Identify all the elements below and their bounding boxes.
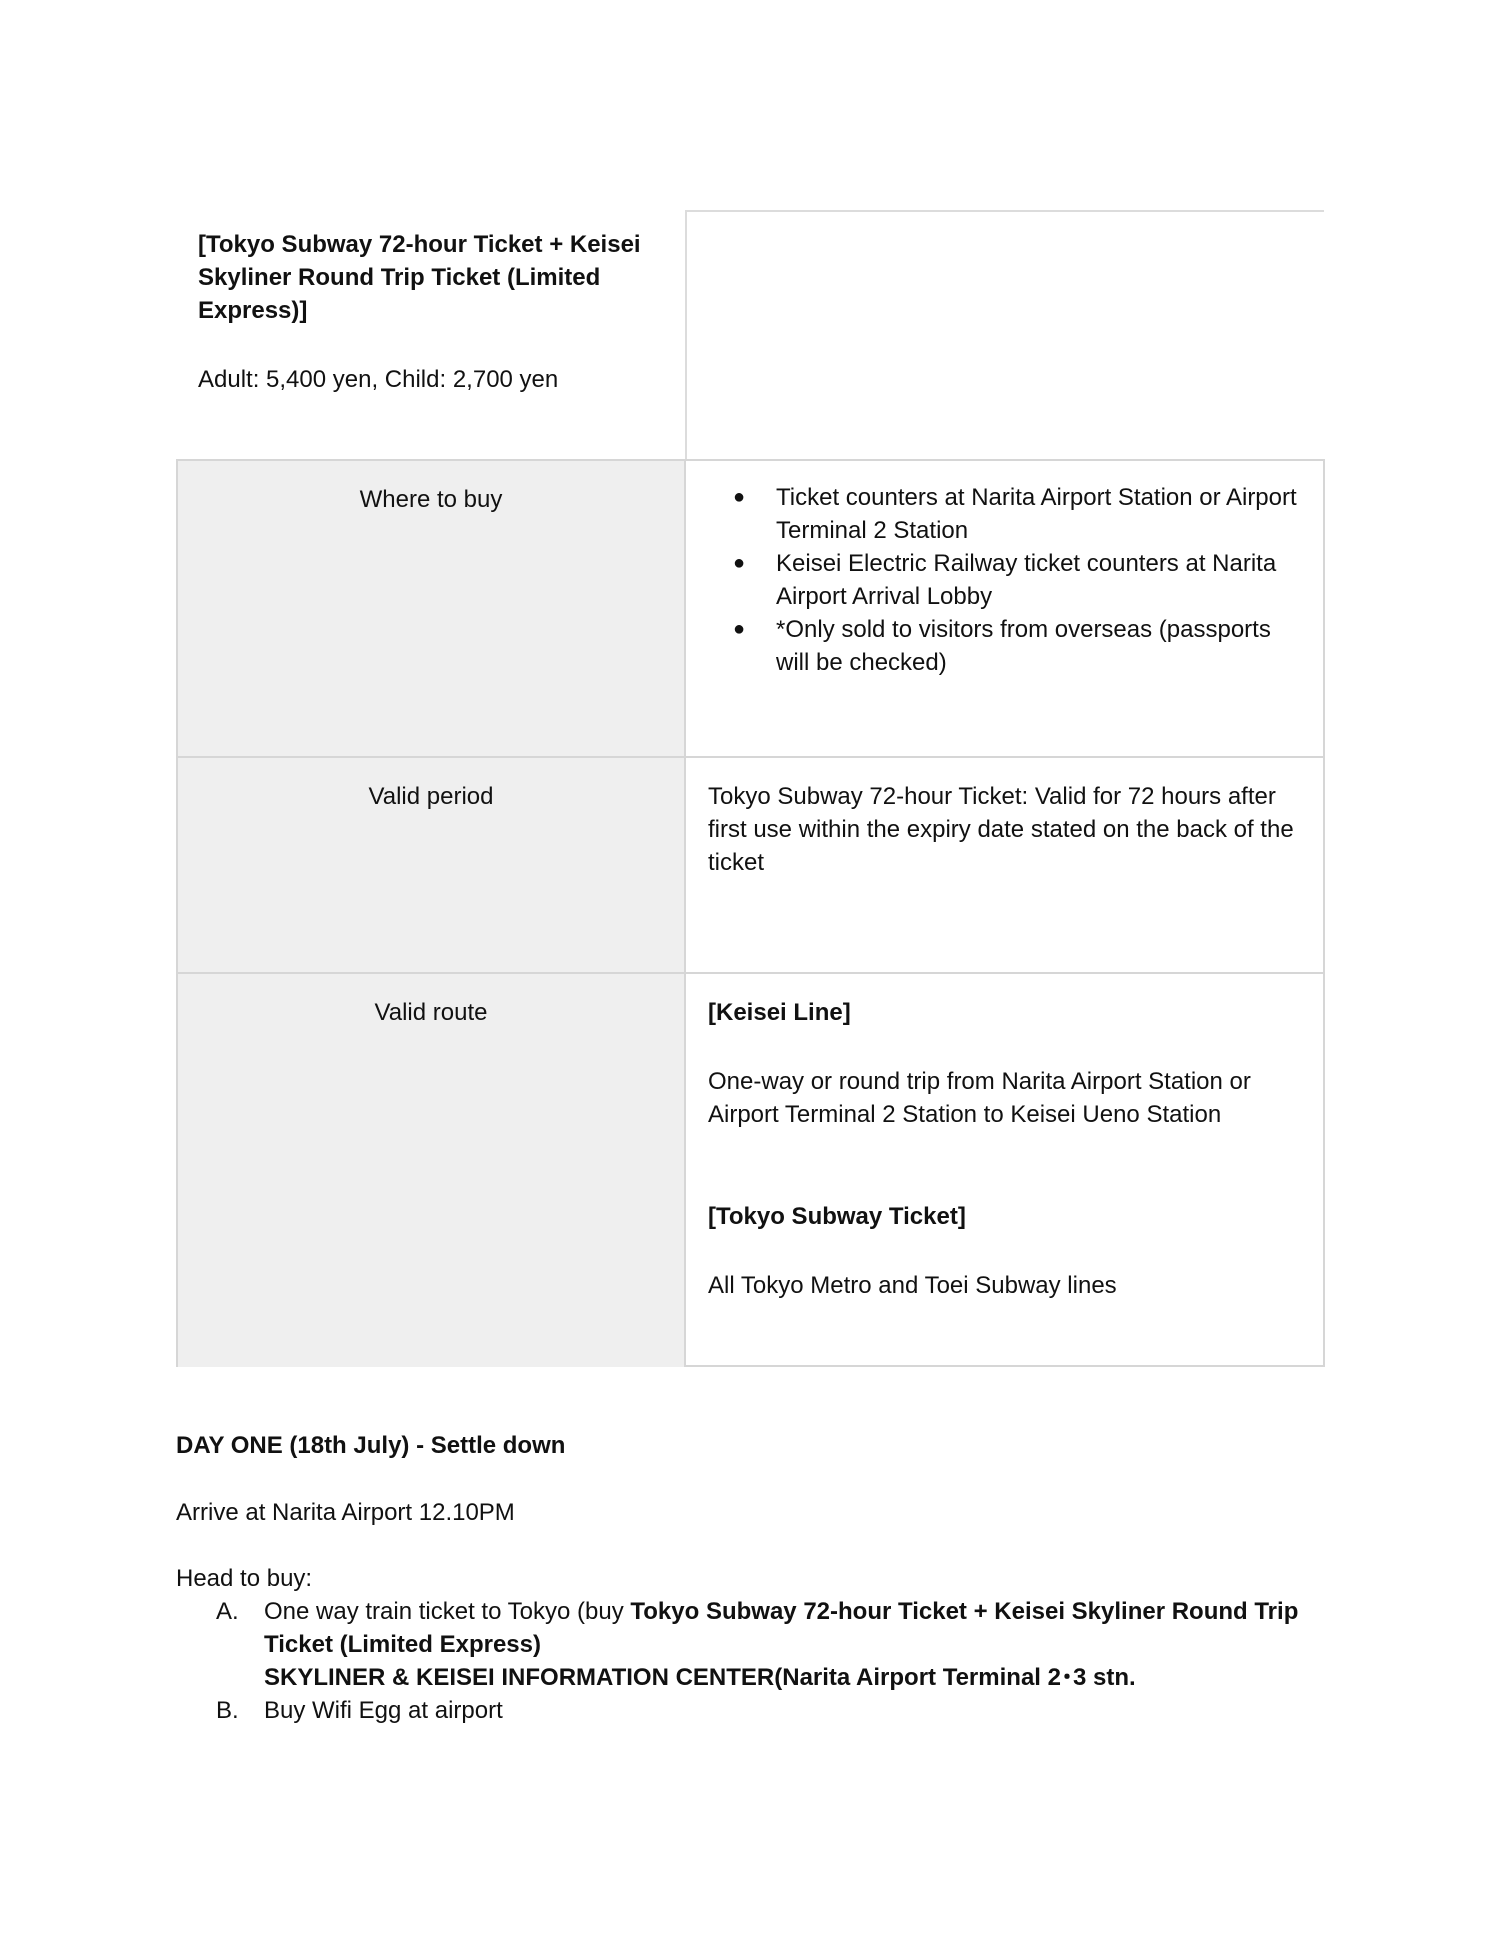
ticket-name-bold: Tokyo Subway 72-hour Ticket + Keisei Skyliner Round Trip Ticket (Limited Express) bbox=[264, 1598, 1299, 1658]
where-to-buy-value bbox=[688, 461, 1323, 756]
head-to-buy-text: Head to buy: bbox=[176, 1565, 313, 1592]
list-item: B. Buy Wifi Egg at airport bbox=[216, 1694, 1326, 1727]
ticket-price: Adult: 5,400 yen, Child: 2,700 yen bbox=[198, 366, 559, 393]
subway-ticket-text: All Tokyo Metro and Toei Subway lines bbox=[708, 1272, 1117, 1299]
arrival-text: Arrive at Narita Airport 12.10PM bbox=[176, 1499, 515, 1526]
list-item: ● Keisei Electric Railway ticket counters at Narita Airport Arrival Lobby bbox=[776, 547, 1303, 613]
bullet-icon: ● bbox=[733, 552, 746, 574]
keisei-line-text: One-way or round trip from Narita Airport Station or Airport Terminal 2 Station to Keisei Ueno Station bbox=[708, 1068, 1251, 1128]
where-to-buy-list bbox=[708, 481, 1303, 679]
ticket-info-table bbox=[176, 459, 1325, 1367]
list-item: ● Ticket counters at Narita Airport Station or Airport Terminal 2 Station bbox=[776, 481, 1303, 547]
keisei-line-heading: [Keisei Line] bbox=[708, 999, 851, 1026]
ticket-header-cell bbox=[176, 210, 686, 460]
list-item: ● *Only sold to visitors from overseas (passports will be checked) bbox=[776, 613, 1303, 679]
valid-route-label: Valid route bbox=[178, 974, 686, 1367]
day-one-section bbox=[176, 1429, 1326, 1727]
valid-period-value: Tokyo Subway 72-hour Ticket: Valid for 72 hours after first use within the expiry date stated on the back of the ticket bbox=[708, 783, 1294, 876]
buy-steps-list bbox=[216, 1595, 1326, 1727]
bullet-icon: ● bbox=[733, 486, 746, 508]
table-row-where-to-buy bbox=[178, 461, 1323, 758]
list-item: A. One way train ticket to Tokyo (buy Tokyo Subway 72-hour Ticket + Keisei Skyliner Round Trip Ticket (Limited Express) SKYLINER & KEISEI INFORMATION CENTER(Narita Airport Terminal 2･3 stn. bbox=[216, 1595, 1326, 1694]
ticket-header-empty-cell bbox=[685, 210, 1324, 461]
info-center-text: SKYLINER & KEISEI INFORMATION CENTER(Narita Airport Terminal 2･3 stn. bbox=[264, 1664, 1136, 1691]
table-row-valid-route bbox=[178, 974, 1323, 1367]
table-row-valid-period bbox=[178, 758, 1323, 974]
where-to-buy-label: Where to buy bbox=[178, 461, 686, 756]
bullet-icon: ● bbox=[733, 618, 746, 640]
ticket-title: [Tokyo Subway 72-hour Ticket + Keisei Skyliner Round Trip Ticket (Limited Express)] bbox=[198, 231, 641, 324]
subway-ticket-heading: [Tokyo Subway Ticket] bbox=[708, 1203, 966, 1230]
step-marker: B. bbox=[216, 1697, 239, 1724]
step-marker: A. bbox=[216, 1598, 239, 1625]
valid-route-value bbox=[688, 974, 1323, 1367]
day-one-heading: DAY ONE (18th July) - Settle down bbox=[176, 1432, 566, 1459]
valid-period-label: Valid period bbox=[178, 758, 686, 972]
